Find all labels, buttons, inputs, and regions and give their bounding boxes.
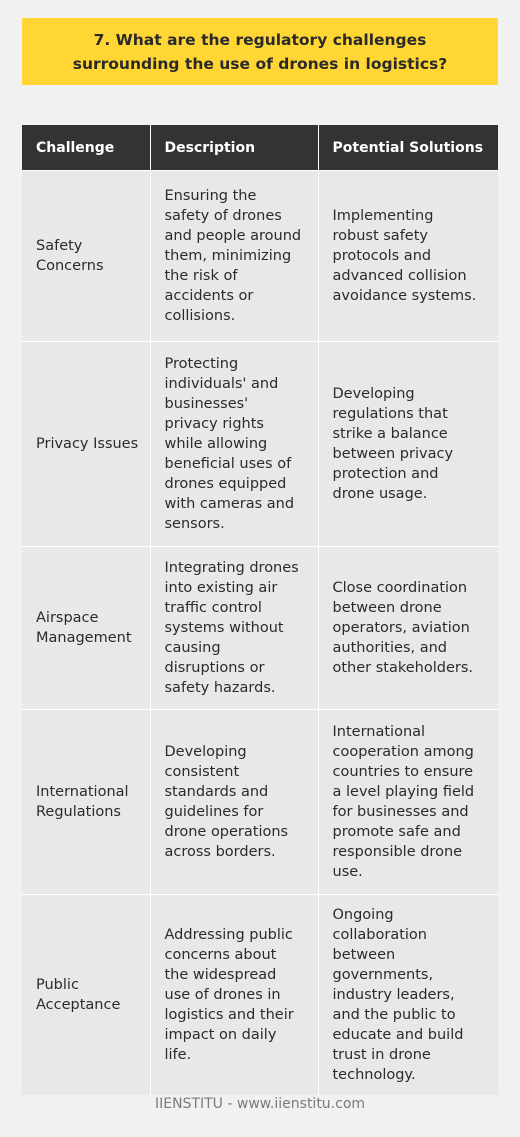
solution-cell: International cooperation among countries to ensure a level playing field for businesses and promote safe and responsible drone use. [318,710,498,895]
solution-cell: Implementing robust safety protocols and advanced collision avoidance systems. [318,171,498,342]
description-cell: Developing consistent standards and guidelines for drone operations across borders. [150,710,318,895]
header-challenge: Challenge [22,125,150,171]
header-solutions: Potential Solutions [318,125,498,171]
footer-credit: IIENSTITU - www.iienstitu.com [154,1096,366,1112]
challenges-table [22,125,498,1095]
solution-cell: Developing regulations that strike a balance between privacy protection and drone usage. [318,342,498,547]
page-title: 7. What are the regulatory challenges surrounding the use of drones in logistics? [72,30,448,73]
description-cell: Integrating drones into existing air traffic control systems without causing disruptions or safety hazards. [150,547,318,710]
challenge-cell: Public Acceptance [22,895,150,1096]
header-description: Description [150,125,318,171]
challenge-cell: Safety Concerns [22,171,150,342]
challenge-cell: Airspace Management [22,547,150,710]
table-row [22,710,498,895]
table-row [22,171,498,342]
table-row [22,895,498,1096]
description-cell: Protecting individuals' and businesses' privacy rights while allowing beneficial uses of drones equipped with cameras and sensors. [150,342,318,547]
title-banner [22,18,498,85]
table-row [22,547,498,710]
description-cell: Addressing public concerns about the widespread use of drones in logistics and their impact on daily life. [150,895,318,1096]
description-cell: Ensuring the safety of drones and people around them, minimizing the risk of accidents or collisions. [150,171,318,342]
table-header-row [22,125,498,171]
solution-cell: Close coordination between drone operators, aviation authorities, and other stakeholders. [318,547,498,710]
solution-cell: Ongoing collaboration between governments, industry leaders, and the public to educate and build trust in drone technology. [318,895,498,1096]
challenge-cell: International Regulations [22,710,150,895]
table-row [22,342,498,547]
challenge-cell: Privacy Issues [22,342,150,547]
